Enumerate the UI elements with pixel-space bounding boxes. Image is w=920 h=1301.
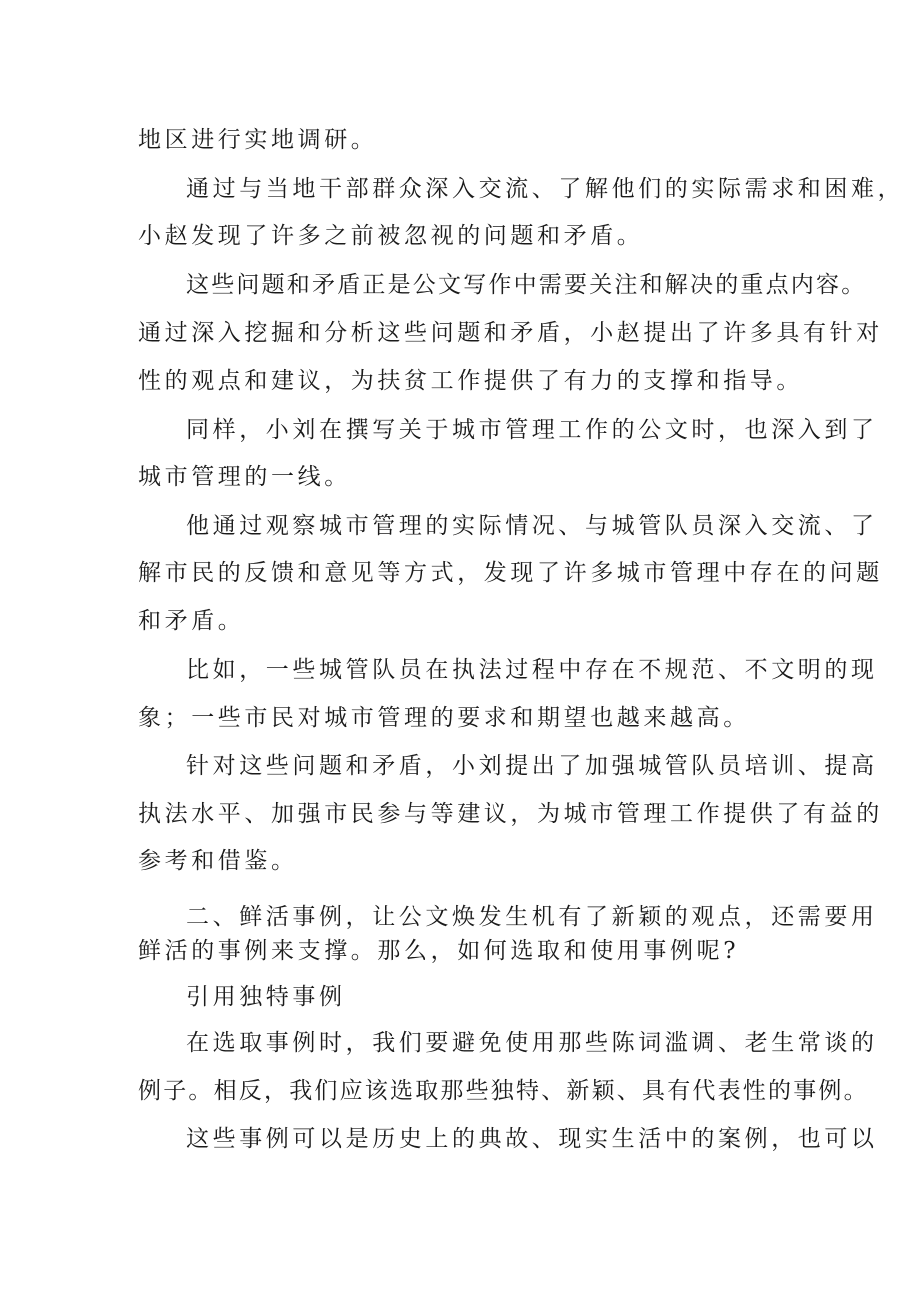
text-line: 这些事例可以是历史上的典故、现实生活中的案例，也可以 bbox=[186, 1126, 878, 1152]
text-line: 针对这些问题和矛盾，小刘提出了加强城管队员培训、提高 bbox=[186, 753, 878, 779]
text-line: 在选取事例时，我们要避免使用那些陈词滥调、老生常谈的 bbox=[186, 1030, 878, 1056]
text-line: 二、鲜活事例，让公文焕发生机有了新颖的观点，还需要用 bbox=[186, 904, 878, 930]
text-line: 性的观点和建议，为扶贫工作提供了有力的支撑和指导。 bbox=[138, 368, 803, 394]
text-line: 鲜活的事例来支撑。那么，如何选取和使用事例呢? bbox=[138, 938, 740, 964]
text-line: 同样，小刘在撰写关于城市管理工作的公文时，也深入到了 bbox=[186, 417, 878, 443]
subheading: 引用独特事例 bbox=[186, 984, 346, 1010]
text-line: 他通过观察城市管理的实际情况、与城管队员深入交流、了 bbox=[186, 513, 878, 539]
text-line: 例子。相反，我们应该选取那些独特、新颖、具有代表性的事例。 bbox=[138, 1078, 869, 1104]
text-line: 这些问题和矛盾正是公文写作中需要关注和解决的重点内容。 bbox=[186, 272, 867, 298]
text-line: 城市管理的一线。 bbox=[138, 464, 351, 490]
text-line: 象；一些市民对城市管理的要求和期望也越来越高。 bbox=[138, 705, 750, 731]
text-line: 通过与当地干部群众深入交流、了解他们的实际需求和困难， bbox=[186, 176, 905, 202]
text-line: 通过深入挖掘和分析这些问题和矛盾，小赵提出了许多具有针对 bbox=[138, 320, 883, 346]
text-line: 地区进行实地调研。 bbox=[138, 127, 378, 153]
text-line: 和矛盾。 bbox=[138, 608, 245, 634]
text-line: 解市民的反馈和意见等方式，发现了许多城市管理中存在的问题 bbox=[138, 560, 883, 586]
text-line: 执法水平、加强市民参与等建议，为城市管理工作提供了有益的 bbox=[138, 801, 883, 827]
text-line: 比如，一些城管队员在执法过程中存在不规范、不文明的现 bbox=[186, 657, 878, 683]
text-line: 参考和借鉴。 bbox=[138, 848, 298, 874]
text-line: 小赵发现了许多之前被忽视的问题和矛盾。 bbox=[138, 223, 644, 249]
